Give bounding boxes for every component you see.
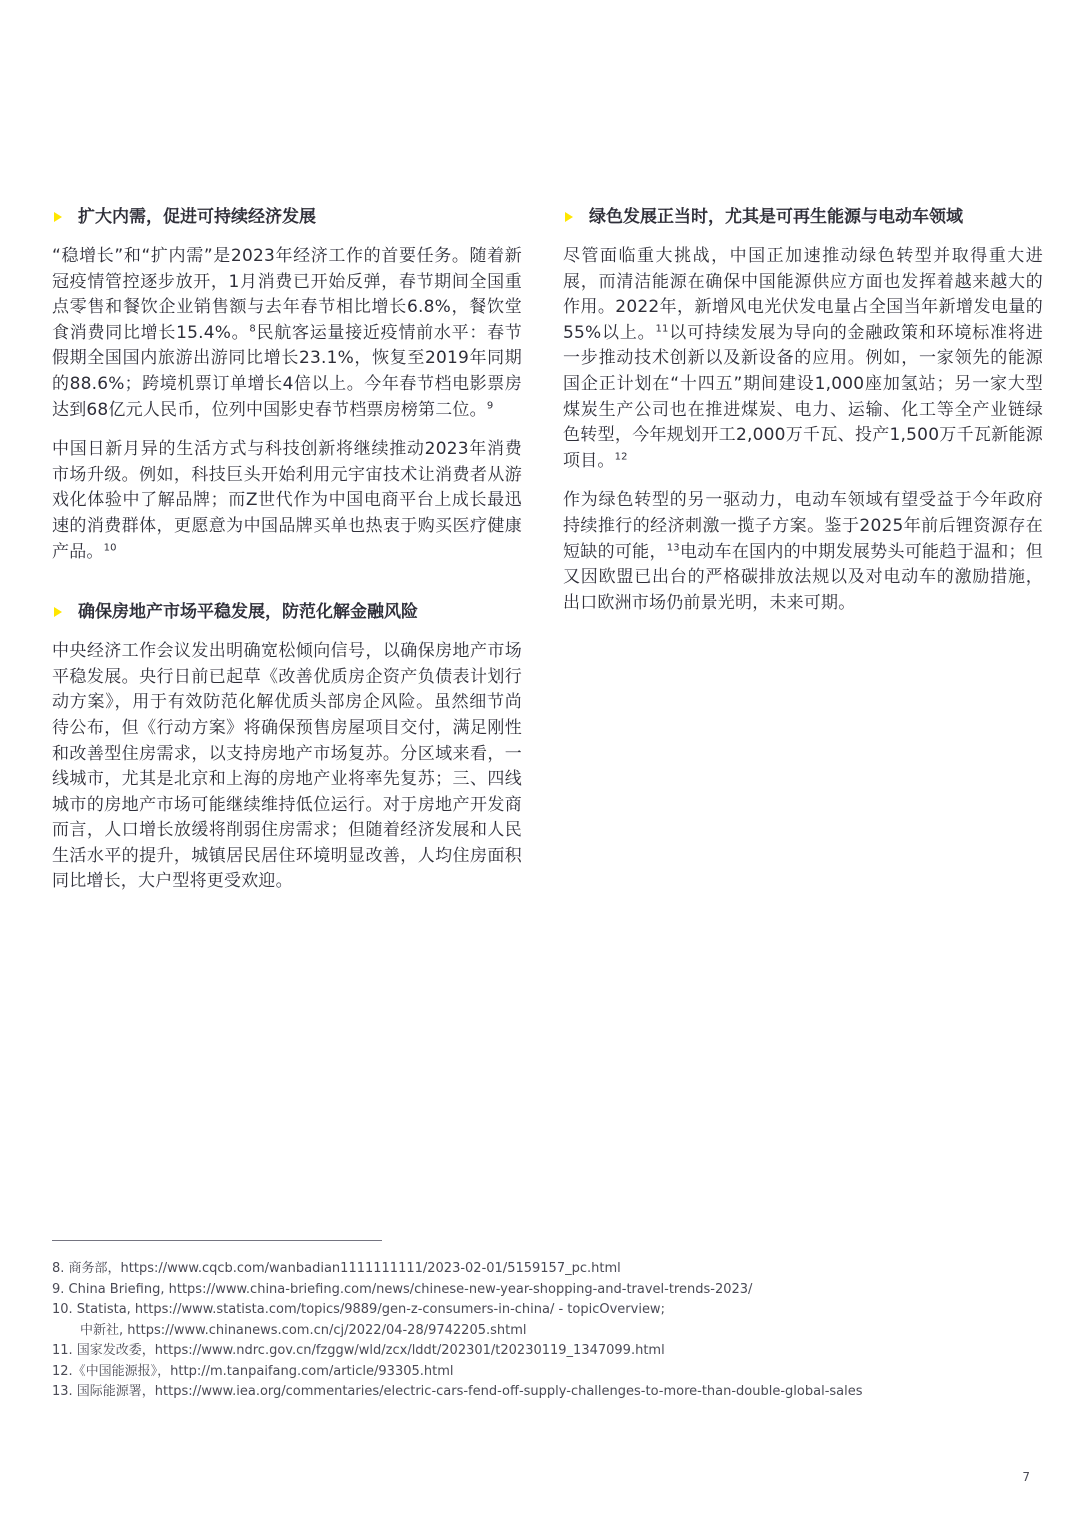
heading-text: 绿色发展正当时，尤其是可再生能源与电动车领域 [589,207,963,227]
section-heading [52,599,522,625]
paragraph [52,639,522,895]
page-number: 7 [1022,1470,1030,1484]
paragraph-text: “稳增长”和“扩内需”是2023年经济工作的首要任务。随着新冠疫情管控逐步放开，1月消费已开始反弹，春节期间全国重点零售和餐饮企业销售额与去年春节相比增长6.8%，餐饮堂食消费同比增长15.4%。 [52,246,522,343]
paragraph-text: 电动车在国内的中期发展势头可能趋于温和；但又因欧盟已出台的严格碳排放法规以及对电动车的激励措施，出口欧洲市场仍前景光明，未来可期。 [563,541,1043,613]
footnote-item: 中新社, https://www.chinanews.com.cn/cj/2022/04-28/9742205.shtml [80,1322,527,1338]
footnote-item: 13. 国际能源署，https://www.iea.org/commentaries/electric-cars-fend-off-supply-challenges-to-more-than-double-global-sales [52,1384,863,1399]
bullet-arrow-icon [54,212,62,222]
footnote-item: 12.《中国能源报》，http://m.tanpaifang.com/article/93305.html [52,1363,454,1379]
footnote-item: 11. 国家发改委，https://www.ndrc.gov.cn/fzggw/wld/zcx/lddt/202301/t20230119_1347099.html [52,1343,665,1358]
paragraph [563,488,1043,616]
section-green-development [563,204,1043,616]
footnote-item: 10. Statista, https://www.statista.com/topics/9889/gen-z-consumers-in-china/ - topicOverview; [52,1302,665,1317]
footnote-ref: 8 [249,323,256,335]
paragraph-text: 以可持续发展为导向的金融政策和环境标准将进一步推动技术创新以及新设备的应用。例如，一家领先的能源国企正计划在“十四五”期间建设1,000座加氢站；另一家大型煤炭生产公司也在推进煤炭、电力、运输、化工等全产业链绿色转型，今年规划开工2,000万千瓦、投产1,500万千瓦新能源项目。 [563,322,1043,471]
footnote-item: 8. 商务部，https://www.cqcb.com/wanbadian1111111111/2023-02-01/5159157_pc.html [52,1261,621,1276]
section-heading [52,204,522,230]
footnote-ref: 12 [614,451,628,463]
footnote-item: 9. China Briefing, https://www.china-briefing.com/news/chinese-new-year-shopping-and-travel-trends-2023/ [52,1281,753,1297]
footnotes [52,1259,1032,1403]
section-domestic-demand [52,204,522,565]
footnote-ref: 9 [486,399,494,411]
section-real-estate [52,599,522,895]
paragraph [52,244,522,423]
paragraph [563,244,1043,474]
paragraph-text: 作为绿色转型的另一驱动力，电动车领域有望受益于今年政府持续推行的经济刺激一揽子方案。鉴于2025年前后锂资源存在短缺的可能， [563,490,1043,562]
footnote-ref: 13 [666,541,680,553]
footnote-ref: 11 [655,323,669,335]
bullet-arrow-icon [565,212,573,222]
left-column [52,204,522,929]
paragraph-text: 中央经济工作会议发出明确宽松倾向信号，以确保房地产市场平稳发展。央行日前已起草《改善优质房企资产负债表计划行动方案》，用于有效防范化解优质头部房企风险。虽然细节尚待公布，但《行动方案》将确保预售房屋项目交付，满足刚性和改善型住房需求，以支持房地产市场复苏。分区域来看，一线城市，尤其是北京和上海的房地产业将率先复苏；三、四线城市的房地产市场可能继续维持低位运行。对于房地产开发商而言，人口增长放缓将削弱住房需求；但随着经济发展和人民生活水平的提升，城镇居民居住环境明显改善，人均住房面积同比增长，大户型将更受欢迎。 [52,641,522,892]
right-column [563,204,1043,650]
heading-text: 确保房地产市场平稳发展，防范化解金融风险 [78,602,418,623]
paragraph-text: 尽管面临重大挑战，中国正加速推动绿色转型并取得重大进展，而清洁能源在确保中国能源供应方面也发挥着越来越大的作用。2022年，新增风电光伏发电量占全国当年新增发电量的55%以上。 [563,246,1043,343]
footnote-divider [52,1240,382,1241]
bullet-arrow-icon [54,607,62,617]
section-heading [563,204,1043,230]
paragraph [52,437,522,565]
paragraph-text: 民航客运量接近疫情前水平：春节假期全国国内旅游出游同比增长23.1%，恢复至2019年同期的88.6%；跨境机票订单增长4倍以上。今年春节档电影票房达到68亿元人民币，位列中国影史春节档票房榜第二位。 [52,322,523,420]
footnote-ref: 10 [103,541,117,553]
paragraph-text: 中国日新月异的生活方式与科技创新将继续推动2023年消费市场升级。例如，科技巨头开始利用元宇宙技术让消费者从游戏化体验中了解品牌；而Z世代作为中国电商平台上成长最迅速的消费群体，更愿意为中国品牌买单也热衷于购买医疗健康产品。 [52,439,522,562]
heading-text: 扩大内需，促进可持续经济发展 [78,207,316,227]
